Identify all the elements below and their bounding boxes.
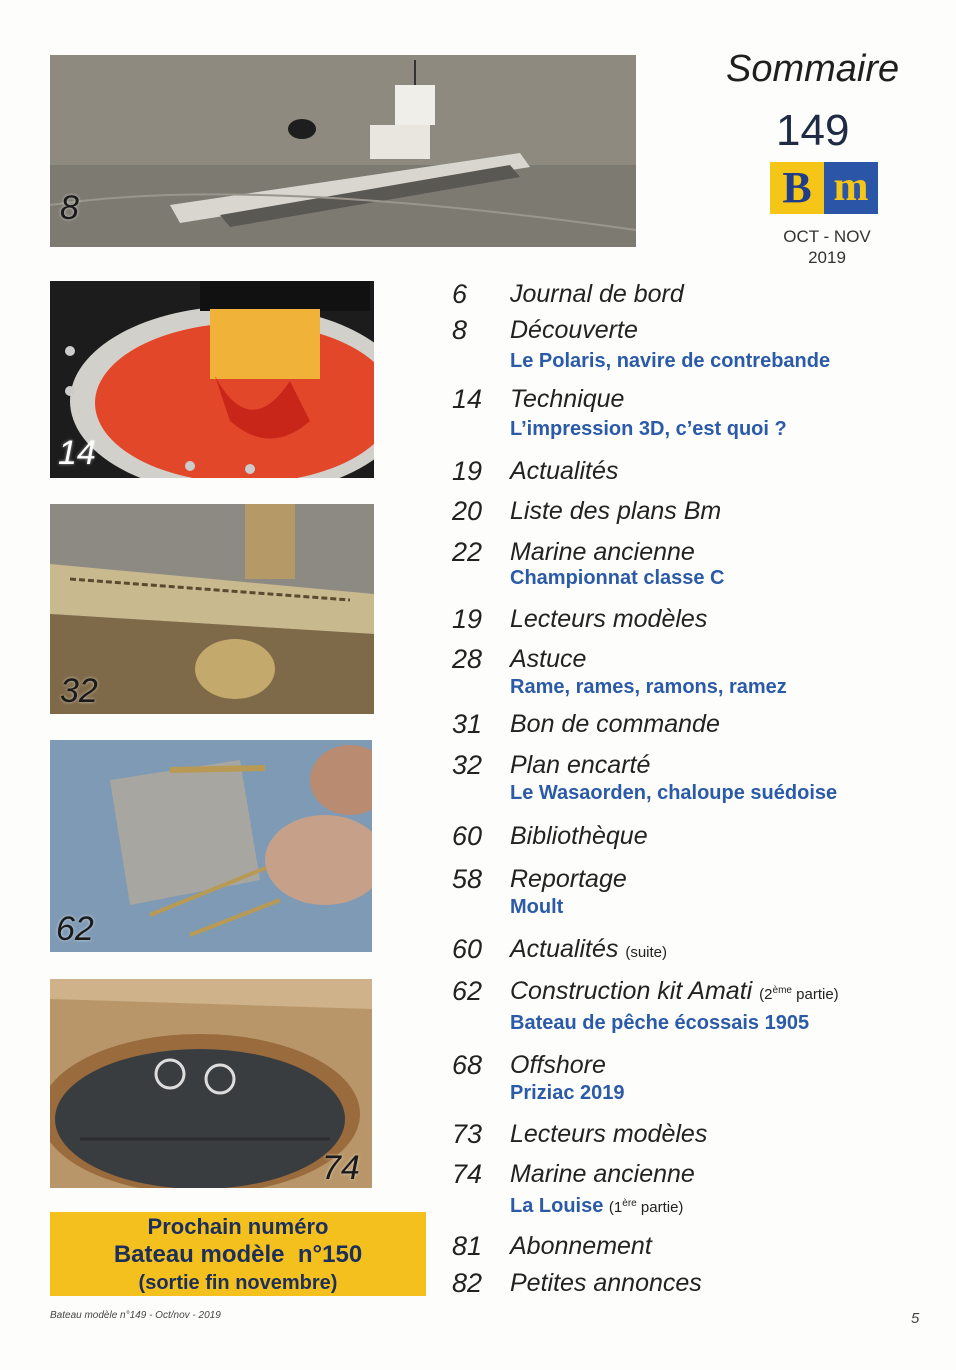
photo-engraving — [50, 504, 374, 714]
photo-3d-printing — [50, 281, 374, 478]
photo-polaris-ship — [50, 55, 636, 247]
photo-brass-part — [50, 740, 372, 952]
toc-subtitle: Bateau de pêche écossais 1905 — [510, 1012, 810, 1034]
toc-title: Marine ancienne — [510, 538, 695, 566]
toc-title: Actualités — [510, 457, 619, 485]
toc-subtitle: Le Wasaorden, chaloupe suédoise — [510, 782, 838, 804]
issue-date-year: 2019 — [808, 248, 846, 267]
toc-page-number: 81 — [452, 1231, 483, 1261]
photo-page-label: 62 — [56, 910, 94, 948]
printer-illustration — [50, 281, 374, 478]
toc-title-text: Actualités — [510, 935, 619, 963]
toc-subtitle: Rame, rames, ramons, ramez — [510, 676, 787, 698]
toc-page-number: 73 — [452, 1119, 483, 1149]
logo-letter-b: B — [770, 162, 824, 214]
toc-title: Bon de commande — [510, 710, 720, 738]
toc-note — [609, 1199, 683, 1216]
brass-part-illustration — [50, 740, 372, 952]
toc-title: Reportage — [510, 865, 627, 893]
next-issue-heading: Prochain numéro — [147, 1214, 329, 1239]
toc-page-number: 19 — [452, 456, 483, 486]
toc-page-number: 28 — [452, 644, 483, 674]
next-issue-title: Bateau modèle n°150 — [113, 1241, 363, 1268]
toc-page-number: 20 — [452, 496, 483, 526]
toc-note — [759, 986, 838, 1003]
photo-page-label: 8 — [60, 189, 79, 227]
toc-subtitle: Le Polaris, navire de contrebande — [510, 350, 831, 372]
issue-number: 149 — [776, 106, 850, 155]
toc-title: Astuce — [510, 645, 587, 673]
toc-page-number: 31 — [452, 709, 483, 739]
toc-title: Marine ancienne — [510, 1160, 695, 1188]
next-issue-release: (sortie fin novembre) — [138, 1272, 338, 1294]
toc-title: Bibliothèque — [510, 822, 648, 850]
toc-page-number: 19 — [452, 604, 483, 634]
toc-title: Liste des plans Bm — [510, 497, 722, 525]
toc-page-number: 60 — [452, 821, 483, 851]
toc-title-text: Construction kit Amati — [510, 977, 753, 1005]
toc-page-number: 82 — [452, 1268, 483, 1298]
bm-logo — [770, 162, 878, 214]
toc-subtitle — [510, 1195, 683, 1218]
toc-subtitle: Championnat classe C — [510, 567, 725, 589]
toc-page-number: 6 — [452, 279, 468, 309]
toc-page-number: 8 — [452, 315, 468, 345]
issue-date-months: OCT - NOV — [783, 227, 871, 246]
toc-page-number: 32 — [452, 750, 483, 780]
toc-note-post: partie) — [791, 986, 839, 1003]
photo-page-label: 32 — [60, 672, 98, 710]
toc-title: Journal de bord — [510, 280, 684, 308]
toc-note-pre: (1 — [608, 1199, 623, 1216]
toc-note-sup: ème — [772, 985, 792, 996]
toc-title: Technique — [510, 385, 625, 413]
toc-note-post: partie) — [636, 1199, 684, 1216]
toc-title: Plan encarté — [510, 751, 651, 779]
toc-title: Abonnement — [510, 1232, 652, 1260]
toc-note-pre: (2 — [759, 986, 773, 1003]
toc-title: Lecteurs modèles — [510, 1120, 708, 1148]
toc-subtitle: L’impression 3D, c’est quoi ? — [510, 418, 787, 440]
toc-subtitle: Moult — [510, 896, 564, 918]
footer-credit: Bateau modèle n°149 - Oct/nov - 2019 — [50, 1310, 221, 1321]
toc-note: (suite) — [625, 944, 668, 961]
toc-page-number: 58 — [452, 864, 483, 894]
toc-page-number: 60 — [452, 934, 483, 964]
photo-page-label: 74 — [322, 1149, 360, 1187]
toc-page-number: 22 — [452, 537, 483, 567]
toc-page-number: 62 — [452, 976, 483, 1006]
toc-title: Découverte — [510, 316, 638, 344]
toc-note-sup: ère — [622, 1198, 637, 1209]
engraving-illustration — [50, 504, 374, 714]
ship-illustration — [50, 55, 636, 247]
toc-page-number: 68 — [452, 1050, 483, 1080]
footer-page-number: 5 — [911, 1310, 920, 1327]
next-issue-box — [50, 1212, 426, 1296]
issue-date — [772, 226, 882, 268]
toc-title: Lecteurs modèles — [510, 605, 708, 633]
toc-title — [510, 935, 667, 964]
toc-title — [510, 977, 839, 1006]
page-title: Sommaire — [726, 48, 900, 90]
toc-title: Petites annonces — [510, 1269, 702, 1297]
toc-page-number: 14 — [452, 384, 483, 414]
toc-subtitle-text: La Louise — [510, 1195, 604, 1217]
toc-subtitle: Priziac 2019 — [510, 1082, 625, 1104]
toc-page-number: 74 — [452, 1159, 483, 1189]
logo-letter-m: m — [824, 162, 878, 214]
toc-title: Offshore — [510, 1051, 606, 1079]
photo-boat-deck — [50, 979, 372, 1188]
photo-page-label: 14 — [58, 434, 96, 472]
